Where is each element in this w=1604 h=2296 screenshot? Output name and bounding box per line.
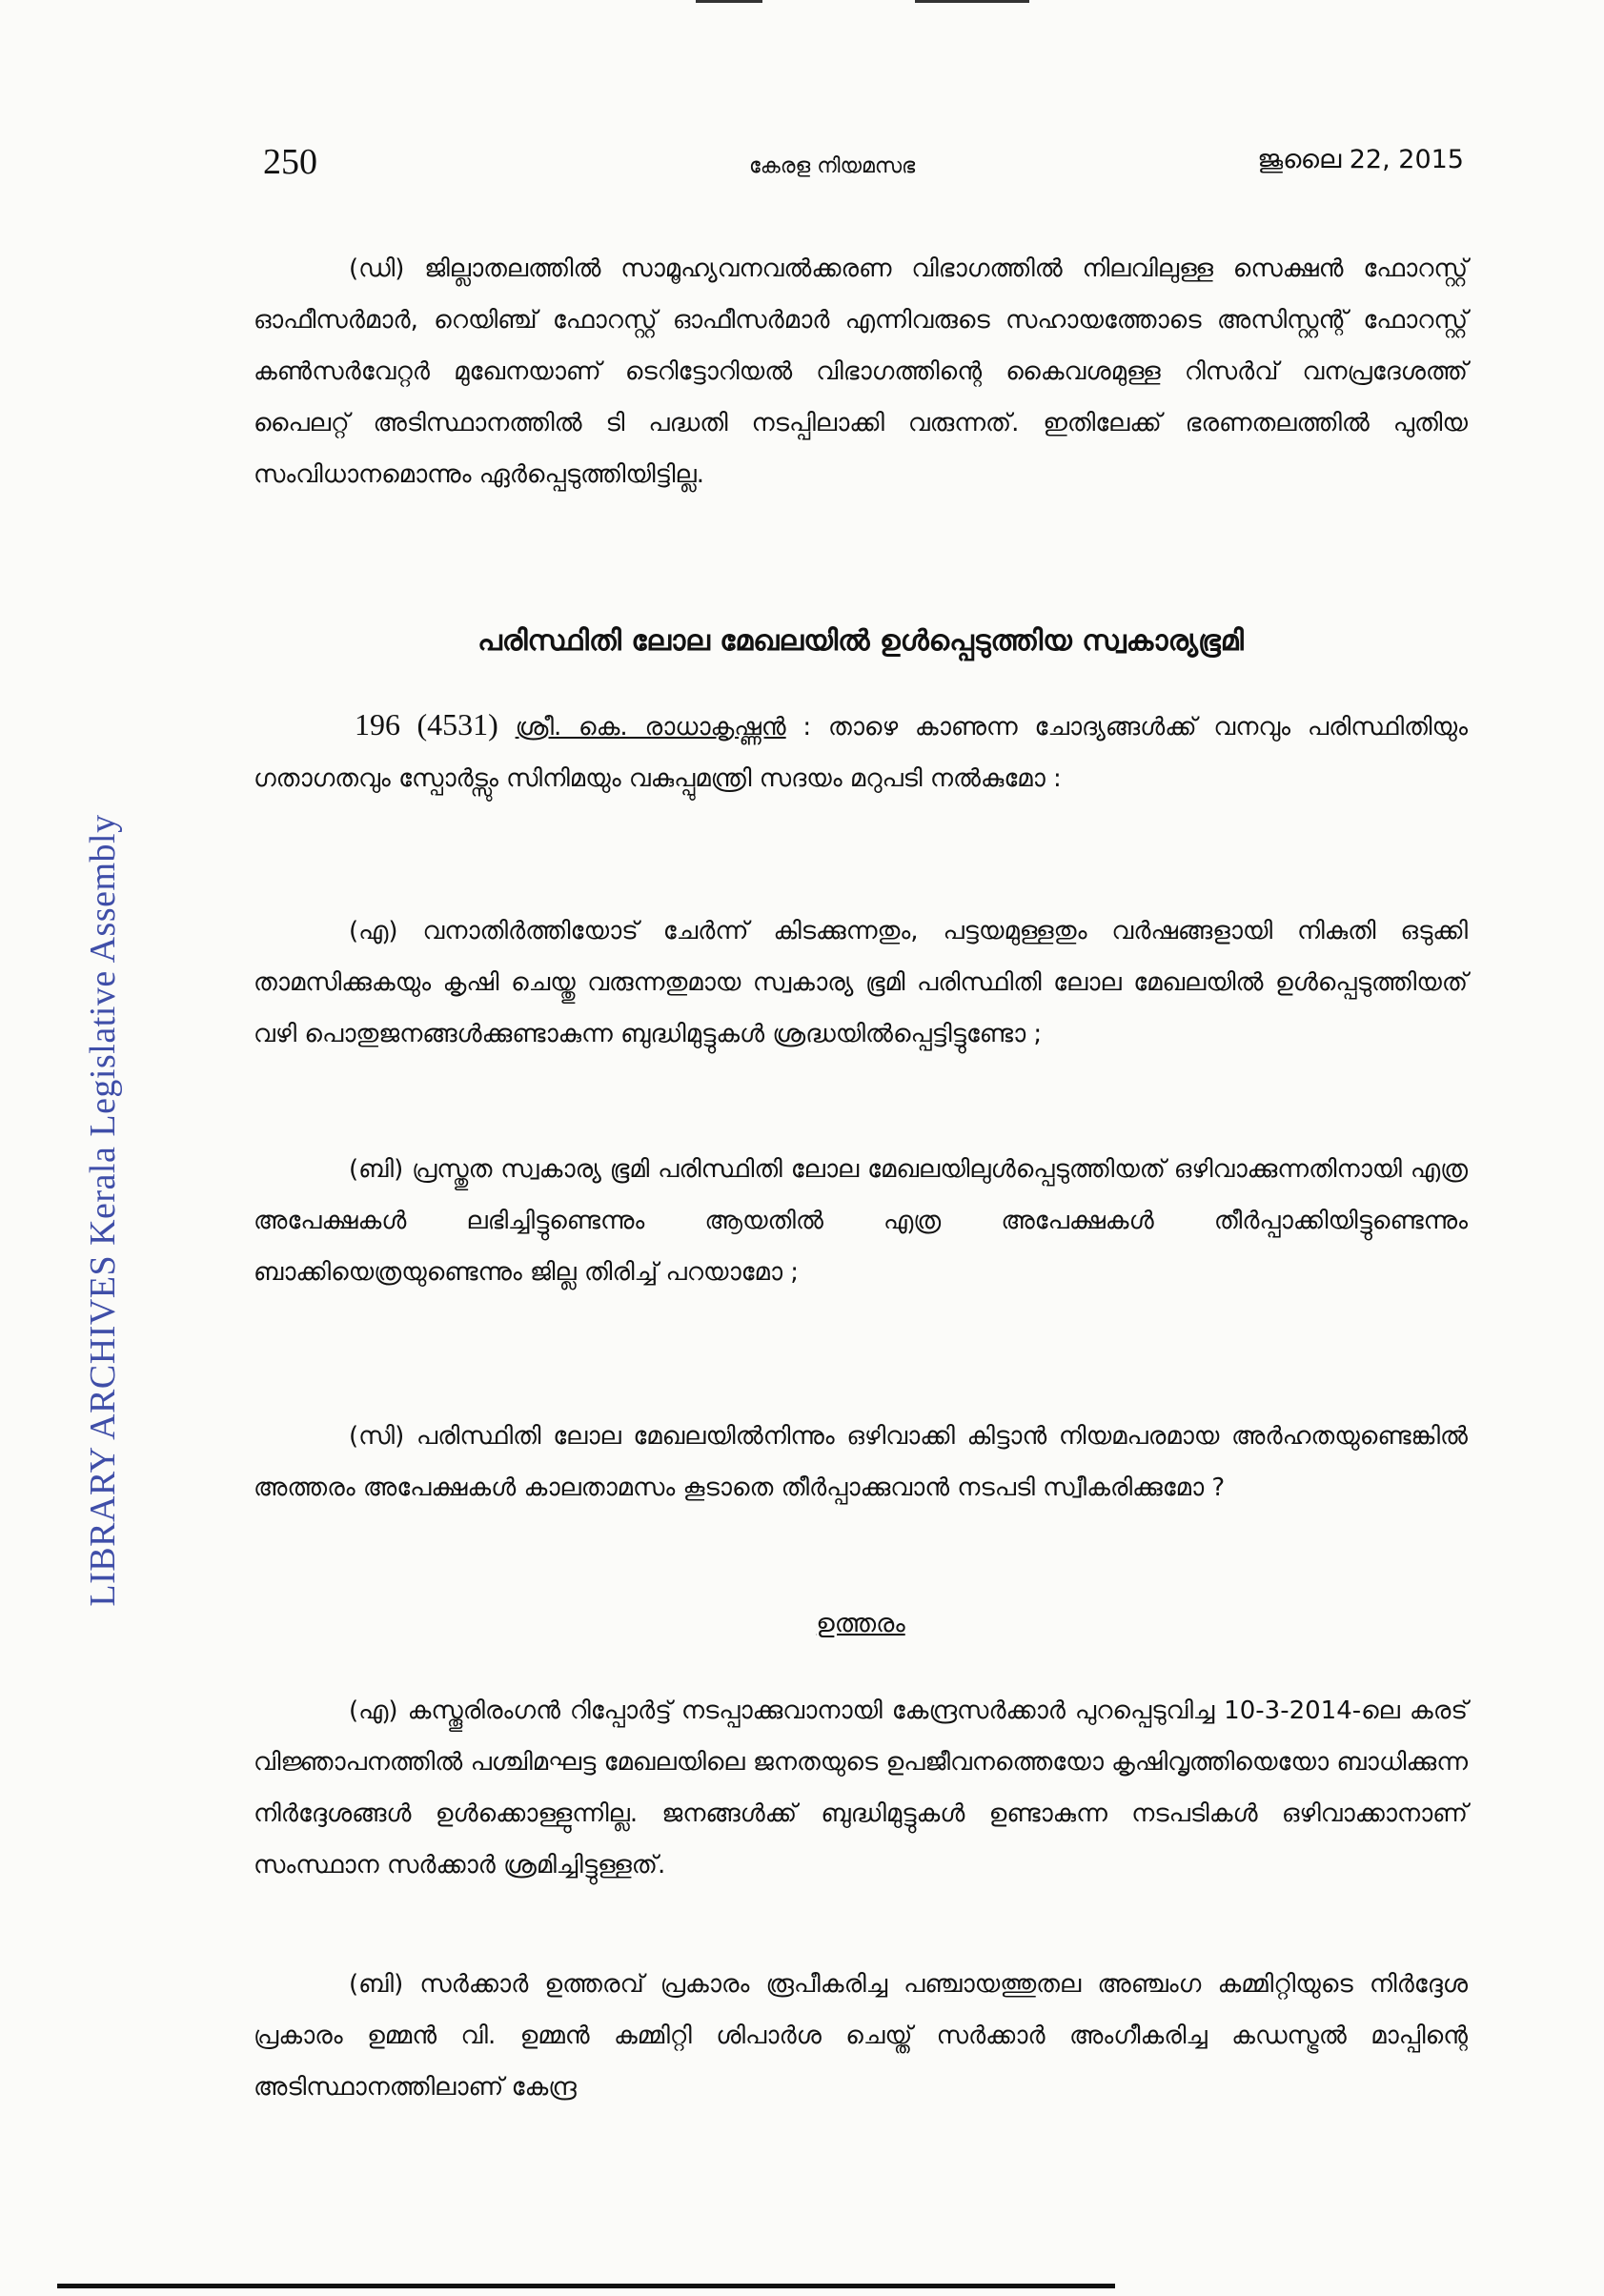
question-intro bbox=[254, 699, 1468, 804]
answer-a bbox=[254, 1685, 1468, 1891]
question-c bbox=[254, 1411, 1468, 1514]
page-number: 250 bbox=[263, 142, 317, 182]
question-b bbox=[254, 1144, 1468, 1298]
page-header bbox=[263, 132, 1464, 198]
section-heading: പരിസ്ഥിതി ലോല മേഖലയിൽ ഉൾപ്പെടുത്തിയ സ്വകാര്യഭൂമി bbox=[477, 624, 1244, 658]
question-number: 196 (4531) bbox=[355, 707, 498, 742]
question-a bbox=[254, 905, 1468, 1060]
answer-a-text: (എ) കസ്തൂരിരംഗൻ റിപ്പോർട്ട് നടപ്പാക്കുവാനായി കേന്ദ്രസർക്കാർ പുറപ്പെടുവിച്ച 10-3-2014-ലെ കരട് വിജ്ഞാപനത്തിൽ പശ്ചിമഘട്ട മേഖലയിലെ ജനതയുടെ ഉപജീവനത്തെയോ കൃഷിവൃത്തിയെയോ ബാധിക്കുന്ന നിർദ്ദേശങ്ങൾ ഉൾക്കൊള്ളുന്നില്ല. ജനങ്ങൾക്ക് ബുദ്ധിമുട്ടുകൾ ഉണ്ടാകുന്ന നടപടികൾ ഒഴിവാക്കാനാണ് സംസ്ഥാന സർക്കാർ ശ്രമിച്ചിട്ടുള്ളത്. bbox=[254, 1697, 1468, 1879]
question-b-text: (ബി) പ്രസ്തുത സ്വകാര്യ ഭൂമി പരിസ്ഥിതി ലോല മേഖലയിലുൾപ്പെടുത്തിയത് ഒഴിവാക്കുന്നതിനായി എത്ര അപേക്ഷകൾ ലഭിച്ചിട്ടുണ്ടെന്നും ആയതിൽ എത്ര അപേക്ഷകൾ തീർപ്പാക്കിയിട്ടുണ്ടെന്നും ബാക്കിയെത്രയുണ്ടെന്നും ജില്ല തിരിച്ച് പറയാമോ ; bbox=[254, 1155, 1468, 1287]
question-intro-text: : താഴെ കാണുന്ന ചോദ്യങ്ങൾക്ക് വനവും പരിസ്ഥിതിയും ഗതാഗതവും സ്പോർട്സും സിനിമയും വകുപ്പുമന്ത്രി സദയം മറുപടി നൽകുമോ : bbox=[254, 713, 1468, 793]
question-c-text: (സി) പരിസ്ഥിതി ലോല മേഖലയിൽനിന്നും ഒഴിവാക്കി കിട്ടാൻ നിയമപരമായ അർഹതയുണ്ടെങ്കിൽ അത്തരം അപേക്ഷകൾ കാലതാമസം കൂടാതെ തീർപ്പാക്കുവാൻ നടപടി സ്വീകരിക്കുമോ ? bbox=[254, 1422, 1468, 1502]
answer-b bbox=[254, 1959, 1468, 2113]
top-edge-mark bbox=[696, 0, 762, 3]
answer-heading: ഉത്തരം bbox=[816, 1609, 905, 1638]
footer-rule bbox=[57, 2284, 1115, 2288]
paragraph-d-text: (ഡി) ജില്ലാതലത്തിൽ സാമൂഹ്യവനവൽക്കരണ വിഭാഗത്തിൽ നിലവിലുള്ള സെക്ഷൻ ഫോറസ്റ്റ് ഓഫീസർമാർ, റെയിഞ്ച് ഫോറസ്റ്റ് ഓഫീസർമാർ എന്നിവരുടെ സഹായത്തോടെ അസിസ്റ്റന്റ് ഫോറസ്റ്റ് കൺസർവേറ്റർ മുഖേനയാണ് ടെറിട്ടോറിയൽ വിഭാഗത്തിന്റെ കൈവശമുള്ള റിസർവ് വനപ്രദേശത്ത് പൈലറ്റ് അടിസ്ഥാനത്തിൽ ടി പദ്ധതി നടപ്പിലാക്കി വരുന്നത്. ഇതിലേക്ക് ഭരണതലത്തിൽ പുതിയ സംവിധാനമൊന്നും ഏർപ്പെടുത്തിയിട്ടില്ല. bbox=[254, 254, 1468, 489]
question-member: ശ്രീ. കെ. രാധാകൃഷ്ണൻ bbox=[515, 713, 786, 742]
question-a-text: (എ) വനാതിർത്തിയോട് ചേർന്ന് കിടക്കുന്നതും, പട്ടയമുള്ളതും വർഷങ്ങളായി നികുതി ഒടുക്കി താമസിക്കുകയും കൃഷി ചെയ്തു വരുന്നതുമായ സ്വകാര്യ ഭൂമി പരിസ്ഥിതി ലോല മേഖലയിൽ ഉൾപ്പെടുത്തിയത് വഴി പൊതുജനങ്ങൾക്കുണ്ടാകുന്ന ബുദ്ധിമുട്ടുകൾ ശ്രദ്ധയിൽപ്പെട്ടിട്ടുണ്ടോ ; bbox=[254, 917, 1468, 1048]
archive-watermark: LIBRARY ARCHIVES Kerala Legislative Assembly bbox=[83, 814, 123, 1607]
header-date: ജൂലൈ 22, 2015 bbox=[1257, 145, 1464, 174]
answer-b-text: (ബി) സർക്കാർ ഉത്തരവ് പ്രകാരം രൂപീകരിച്ച പഞ്ചായത്തുതല അഞ്ചംഗ കമ്മിറ്റിയുടെ നിർദ്ദേശ പ്രകാരം ഉമ്മൻ വി. ഉമ്മൻ കമ്മിറ്റി ശിപാർശ ചെയ്ത് സർക്കാർ അംഗീകരിച്ച കഡസ്ട്രൽ മാപ്പിന്റെ അടിസ്ഥാനത്തിലാണ് കേന്ദ്ര bbox=[254, 1970, 1468, 2102]
paragraph-d bbox=[254, 243, 1468, 500]
top-edge-mark bbox=[915, 0, 1029, 3]
running-title: കേരള നിയമസഭ bbox=[749, 154, 916, 178]
